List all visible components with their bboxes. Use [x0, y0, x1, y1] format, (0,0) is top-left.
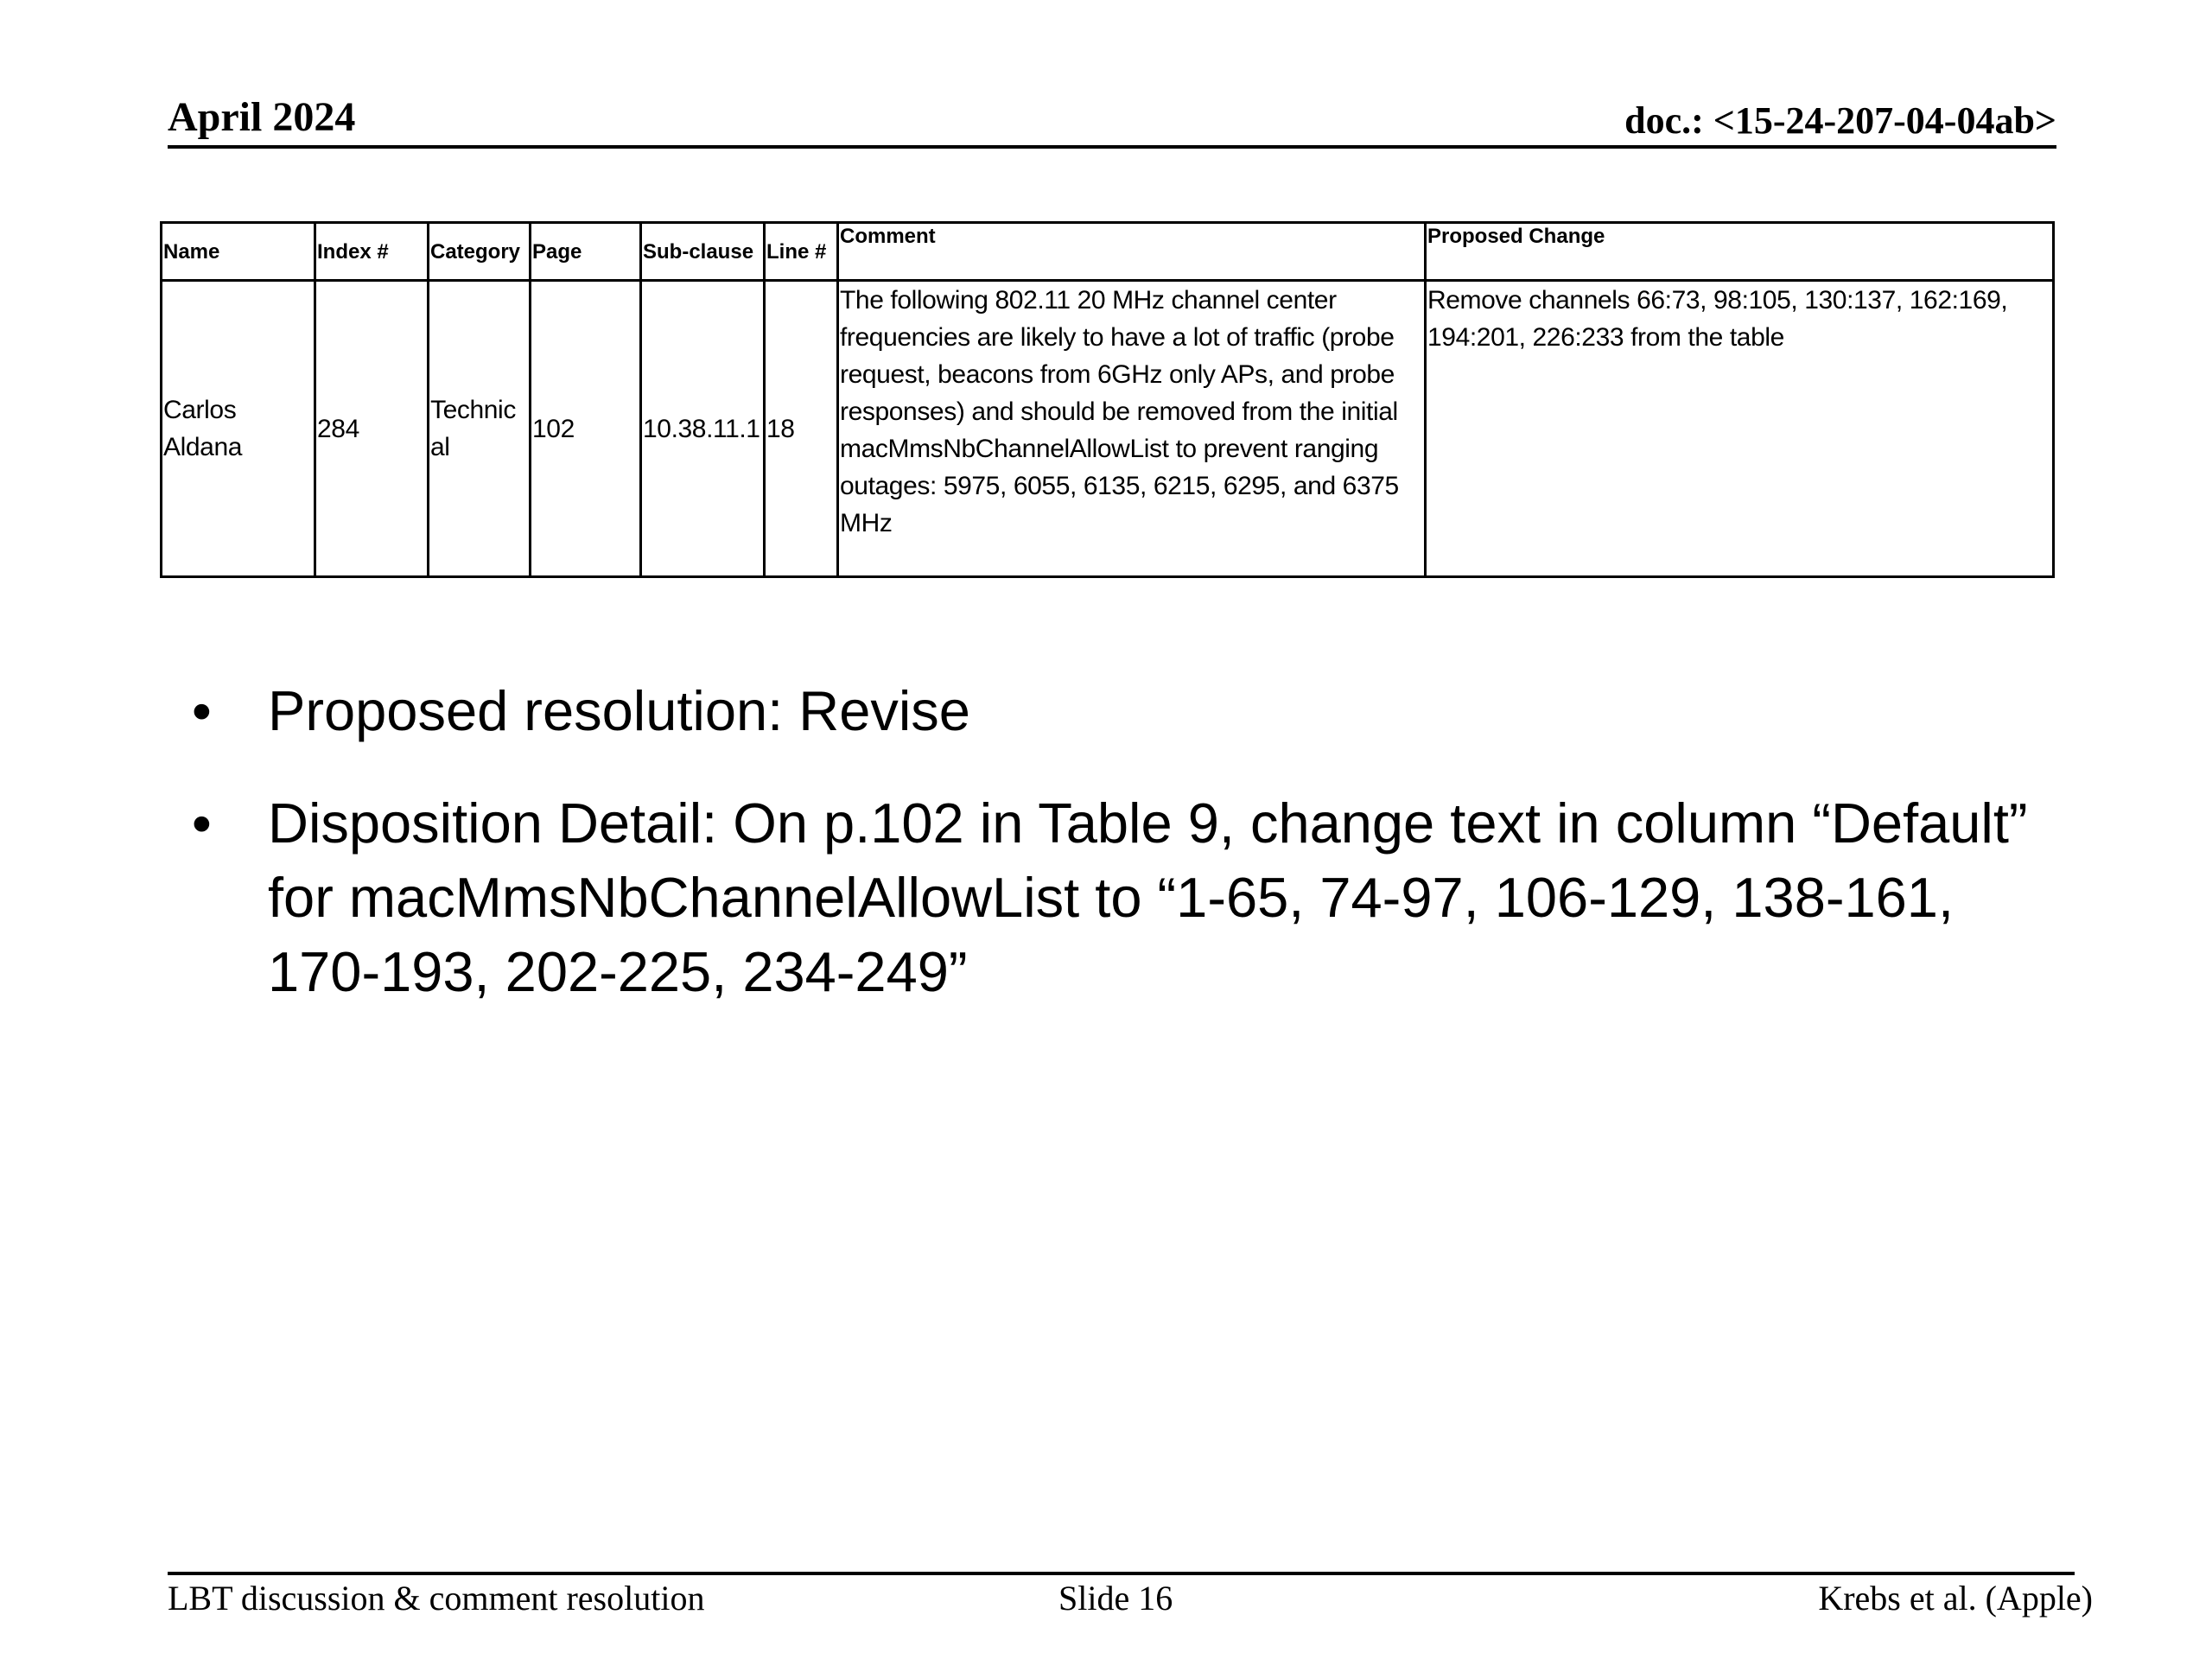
comment-table [160, 221, 2055, 578]
cell-subclause: 10.38.11.1 [641, 281, 765, 577]
footer-divider [168, 1572, 2075, 1575]
cell-name: Carlos Aldana [162, 281, 315, 577]
col-header-index: Index # [315, 223, 429, 281]
bullet-item-disposition [192, 786, 2050, 1009]
bullet-icon: • [192, 679, 212, 742]
cell-page: 102 [531, 281, 641, 577]
bullet-text: Proposed resolution: Revise [268, 679, 970, 742]
bullet-text: Disposition Detail: On p.102 in Table 9, change text in column “Default” for macMmsNbChannelAllowList to “1-65, 74-97, 106-129, 138-161, 170-193, 202-225, 234-249” [268, 791, 2028, 1003]
bullet-list [192, 674, 2050, 1047]
col-header-proposed-change: Proposed Change [1426, 223, 2054, 281]
cell-proposed-change: Remove channels 66:73, 98:105, 130:137, 162:169, 194:201, 226:233 from the table [1426, 281, 2054, 577]
cell-index: 284 [315, 281, 429, 577]
col-header-page: Page [531, 223, 641, 281]
col-header-category: Category [429, 223, 531, 281]
cell-comment: The following 802.11 20 MHz channel center frequencies are likely to have a lot of traffic (probe request, beacons from 6GHz only APs, and probe responses) and should be removed from the initial macMmsNbChannelAllowList to prevent ranging outages: 5975, 6055, 6135, 6215, 6295, and 6375 MHz [838, 281, 1426, 577]
cell-category: Technical [429, 281, 531, 577]
header-divider [168, 145, 2056, 149]
bullet-item-resolution [192, 674, 2050, 748]
bullet-icon: • [192, 791, 212, 855]
footer-title: LBT discussion & comment resolution [168, 1579, 705, 1618]
table-row [162, 281, 2054, 577]
table-header-row [162, 223, 2054, 281]
footer-author: Krebs et al. (Apple) [1818, 1579, 2093, 1618]
col-header-line: Line # [765, 223, 838, 281]
header-doc-id: doc.: <15-24-207-04-04ab> [1624, 99, 2056, 142]
cell-line: 18 [765, 281, 838, 577]
header-date: April 2024 [168, 94, 356, 140]
col-header-name: Name [162, 223, 315, 281]
footer-slide-number: Slide 16 [1058, 1579, 1173, 1618]
col-header-subclause: Sub-clause [641, 223, 765, 281]
col-header-comment: Comment [838, 223, 1426, 281]
